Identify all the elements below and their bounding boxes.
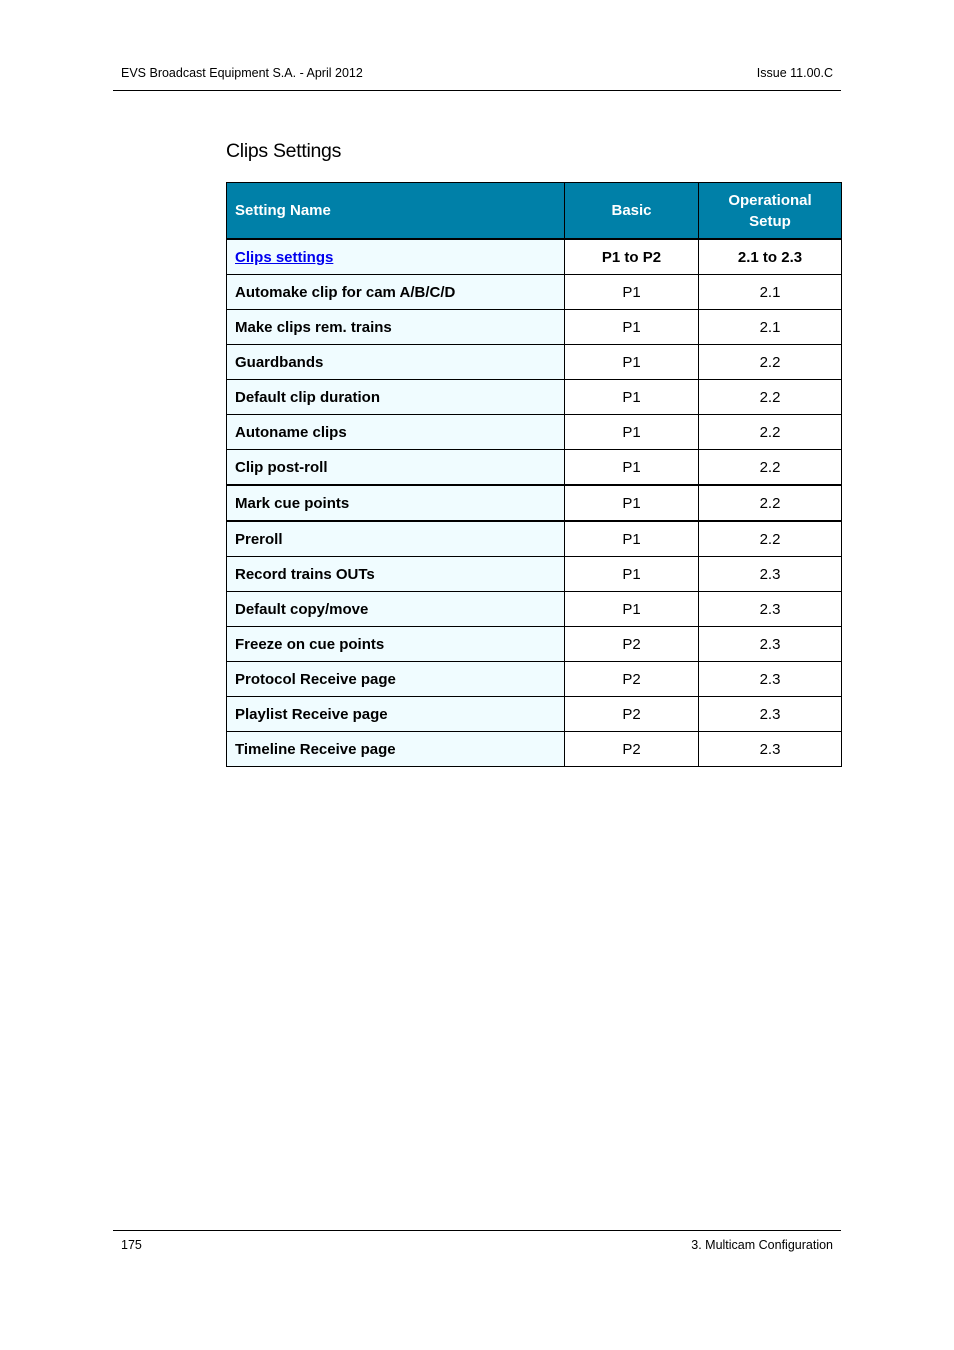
- basic-cell: P1: [565, 345, 699, 380]
- table-row: [227, 592, 842, 627]
- table-row: [227, 450, 842, 486]
- basic-cell: P1: [565, 415, 699, 450]
- table-row: [227, 627, 842, 662]
- operational-setup-cell: 2.3: [699, 557, 842, 592]
- setting-name-cell: [227, 239, 565, 275]
- footer-rule: [113, 1230, 841, 1231]
- operational-setup-cell: 2.1 to 2.3: [699, 239, 842, 275]
- table-header-row: [227, 183, 842, 240]
- table-row: [227, 521, 842, 557]
- basic-cell: P1: [565, 450, 699, 486]
- operational-setup-cell: 2.3: [699, 732, 842, 767]
- operational-setup-cell: 2.2: [699, 450, 842, 486]
- operational-setup-cell: 2.2: [699, 380, 842, 415]
- table-row: [227, 275, 842, 310]
- basic-cell: P1: [565, 310, 699, 345]
- setting-name-cell: Autoname clips: [227, 415, 565, 450]
- table-row: [227, 310, 842, 345]
- operational-setup-cell: 2.2: [699, 485, 842, 521]
- setting-name-cell: Clip post-roll: [227, 450, 565, 486]
- basic-cell: P1 to P2: [565, 239, 699, 275]
- table-row: [227, 557, 842, 592]
- chapter-title: 3. Multicam Configuration: [691, 1238, 833, 1252]
- table-row: [227, 345, 842, 380]
- setting-name-cell: Record trains OUTs: [227, 557, 565, 592]
- basic-cell: P2: [565, 662, 699, 697]
- basic-cell: P2: [565, 732, 699, 767]
- operational-setup-cell: 2.3: [699, 697, 842, 732]
- basic-cell: P1: [565, 485, 699, 521]
- setting-name-cell: Mark cue points: [227, 485, 565, 521]
- page-number: 175: [121, 1238, 142, 1252]
- setting-name-cell: Timeline Receive page: [227, 732, 565, 767]
- column-header-basic: Basic: [565, 183, 699, 240]
- clips-settings-link[interactable]: Clips settings: [235, 248, 334, 266]
- clips-settings-table: [226, 182, 842, 767]
- table-row: [227, 415, 842, 450]
- operational-setup-cell: 2.2: [699, 521, 842, 557]
- table-row: [227, 485, 842, 521]
- setting-name-cell: Protocol Receive page: [227, 662, 565, 697]
- basic-cell: P1: [565, 557, 699, 592]
- basic-cell: P1: [565, 521, 699, 557]
- setting-name-cell: Playlist Receive page: [227, 697, 565, 732]
- column-header-setting-name: Setting Name: [227, 183, 565, 240]
- basic-cell: P2: [565, 697, 699, 732]
- setting-name-cell: Default clip duration: [227, 380, 565, 415]
- operational-setup-cell: 2.3: [699, 627, 842, 662]
- header-rule: [113, 90, 841, 91]
- table-row: [227, 697, 842, 732]
- setting-name-cell: Automake clip for cam A/B/C/D: [227, 275, 565, 310]
- header-publisher: EVS Broadcast Equipment S.A. - April 2012: [121, 66, 363, 80]
- header-issue: Issue 11.00.C: [756, 66, 833, 80]
- basic-cell: P1: [565, 380, 699, 415]
- table-row: [227, 732, 842, 767]
- table-row: [227, 662, 842, 697]
- table-row: [227, 380, 842, 415]
- setting-name-cell: Make clips rem. trains: [227, 310, 565, 345]
- setting-name-cell: Preroll: [227, 521, 565, 557]
- operational-setup-cell: 2.3: [699, 592, 842, 627]
- operational-setup-cell: 2.3: [699, 662, 842, 697]
- operational-setup-cell: 2.1: [699, 310, 842, 345]
- basic-cell: P2: [565, 627, 699, 662]
- basic-cell: P1: [565, 275, 699, 310]
- column-header-operational-setup: Operational Setup: [699, 183, 842, 240]
- operational-setup-cell: 2.2: [699, 415, 842, 450]
- operational-setup-cell: 2.2: [699, 345, 842, 380]
- setting-name-cell: Freeze on cue points: [227, 627, 565, 662]
- operational-setup-cell: 2.1: [699, 275, 842, 310]
- setting-name-cell: Guardbands: [227, 345, 565, 380]
- setting-name-cell: Default copy/move: [227, 592, 565, 627]
- section-title: Clips Settings: [226, 140, 342, 162]
- basic-cell: P1: [565, 592, 699, 627]
- table-row: [227, 239, 842, 275]
